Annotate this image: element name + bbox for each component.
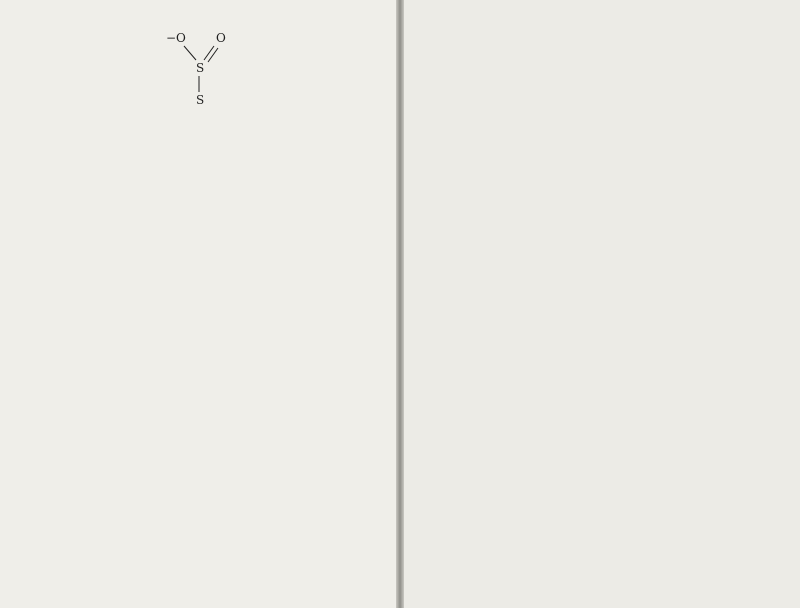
atom-s-center: S <box>196 61 205 75</box>
bond-o-s <box>184 46 196 60</box>
left-page <box>0 0 398 608</box>
bond-s-o-double-1 <box>204 46 214 60</box>
atom-o-top-left: −O <box>166 31 186 45</box>
thiosulfate-structure-diagram <box>156 28 256 110</box>
atom-s-bottom: S <box>196 93 205 107</box>
book-gutter <box>396 0 404 608</box>
atom-o-top-right: O <box>216 31 226 45</box>
paragraph-gap <box>20 118 378 124</box>
paragraph-gap <box>20 20 378 26</box>
bond-s-o-double-2 <box>208 48 218 62</box>
